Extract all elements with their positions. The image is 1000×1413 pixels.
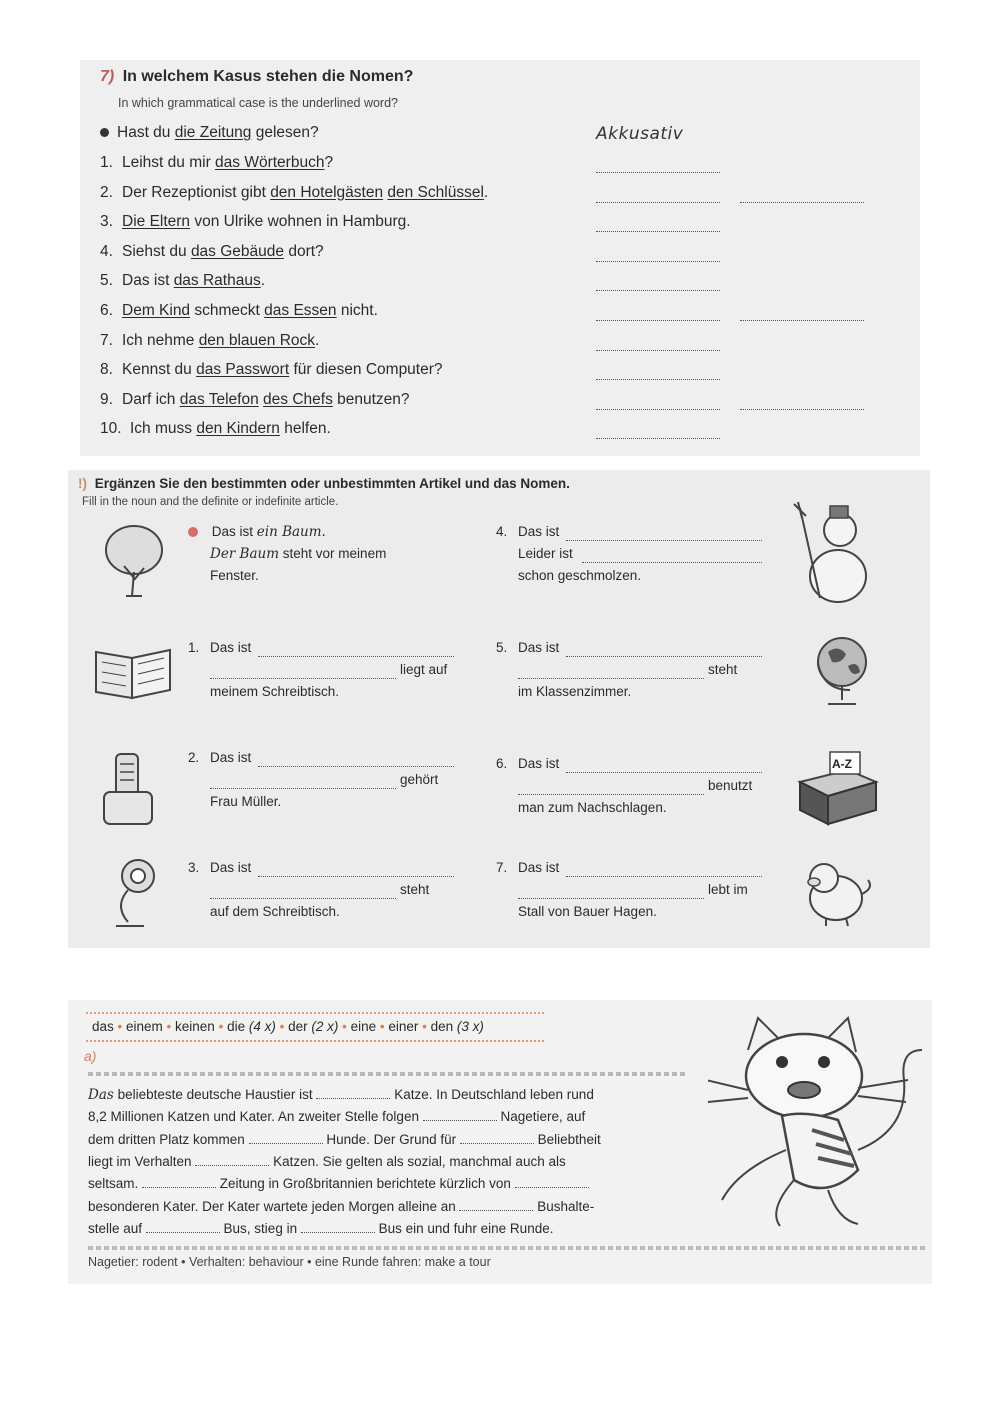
item-line1 xyxy=(496,524,559,539)
item-line1 xyxy=(188,860,251,875)
underlined-noun: das Passwort xyxy=(196,361,290,379)
example-line1-prefix: Das ist xyxy=(211,524,257,539)
case-question xyxy=(100,154,333,172)
exercise-7-heading xyxy=(100,68,413,86)
answer-blank[interactable] xyxy=(142,1175,216,1188)
item-prompt: Das ist xyxy=(210,640,252,655)
underlined-noun: das Telefon xyxy=(179,390,259,408)
item-line3: im Klassenzimmer. xyxy=(518,684,632,699)
word-separator: • xyxy=(214,1019,228,1034)
item-prompt: Das ist xyxy=(518,860,560,875)
underlined-noun: den Schlüssel xyxy=(387,183,484,201)
answer-blank[interactable] xyxy=(582,561,762,563)
sentence-text: . xyxy=(315,331,320,349)
cloze-text: liegt im Verhalten xyxy=(88,1153,196,1169)
word-separator: • xyxy=(162,1019,176,1034)
underlined-noun: das Wörterbuch xyxy=(215,154,325,171)
vocabulary-footnote: Nagetier: rodent • Verhalten: behaviour • eine Runde fahren: make a tour xyxy=(88,1255,491,1269)
underlined-noun: den Kindern xyxy=(196,420,280,438)
word-bank-word: keinen xyxy=(175,1019,215,1034)
answer-blank[interactable] xyxy=(596,260,720,262)
word-bank xyxy=(86,1012,544,1042)
cloze-line xyxy=(88,1084,594,1107)
question-number: 5. xyxy=(100,272,113,290)
word-bank-word: eine xyxy=(350,1019,377,1034)
cloze-line xyxy=(88,1196,594,1218)
word-bank-word: die xyxy=(227,1019,246,1034)
question-number: 8. xyxy=(100,361,113,379)
answer-blank[interactable] xyxy=(518,793,704,795)
answer-blank[interactable] xyxy=(423,1108,497,1121)
divider-top xyxy=(88,1072,688,1076)
answer-blank[interactable] xyxy=(566,655,762,657)
answer-blank[interactable] xyxy=(515,1175,589,1188)
cloze-text: Zeitung in Großbritannien berichtete kürzlich von xyxy=(216,1176,515,1192)
item-number: 4. xyxy=(496,524,508,539)
item-number: 6. xyxy=(496,756,508,771)
article-exercise-number: !) xyxy=(78,476,87,491)
item-number: 2. xyxy=(188,750,200,765)
item-number: 3. xyxy=(188,860,200,875)
sentence-text: . xyxy=(260,272,266,290)
answer-blank[interactable] xyxy=(258,875,454,877)
case-question xyxy=(100,391,410,409)
case-question xyxy=(100,332,319,350)
case-question xyxy=(100,361,443,379)
item-line3: man zum Nachschlagen. xyxy=(518,800,667,815)
question-number: 1. xyxy=(100,154,113,171)
item-line1 xyxy=(188,750,251,765)
answer-blank[interactable] xyxy=(258,765,454,767)
item-line3: meinem Schreibtisch. xyxy=(210,684,340,699)
case-question xyxy=(100,213,411,231)
lamp-icon xyxy=(104,854,164,936)
word-bank-word: einer xyxy=(388,1019,419,1034)
item-line2-end: liegt auf xyxy=(400,662,448,677)
sentence-text: helfen. xyxy=(279,420,331,438)
answer-blank[interactable] xyxy=(518,897,704,899)
question-number: 4. xyxy=(100,242,113,260)
cloze-text: Nagetiere, auf xyxy=(496,1109,586,1125)
example-sentence-text xyxy=(117,124,319,141)
sentence-text: für diesen Computer? xyxy=(289,361,443,379)
answer-blank[interactable] xyxy=(596,378,720,380)
word-bank-text xyxy=(92,1019,484,1034)
item-prompt: Das ist xyxy=(210,860,252,875)
cloze-text: Bushalte- xyxy=(533,1198,595,1214)
word-separator: • xyxy=(113,1019,127,1034)
word-bank-word: einem xyxy=(126,1019,163,1034)
sentence-text: . xyxy=(483,183,489,201)
sentence-text: schmeckt xyxy=(190,302,265,319)
sentence-text: Der Rezeptionist gibt xyxy=(122,183,271,201)
word-separator: • xyxy=(275,1019,289,1034)
answer-blank[interactable] xyxy=(740,319,864,321)
part-label: a) xyxy=(84,1048,97,1064)
cloze-text: 8,2 Millionen Katzen und Kater. An zweiter Stelle folgen xyxy=(88,1109,423,1125)
item-line3: Stall von Bauer Hagen. xyxy=(518,904,657,919)
example-line3: Fenster. xyxy=(210,568,259,583)
case-question xyxy=(100,272,265,290)
item-line2: Leider ist xyxy=(518,546,573,561)
cloze-answer: Das xyxy=(88,1087,114,1103)
cloze-text: dem dritten Platz kommen xyxy=(88,1131,249,1147)
answer-blank[interactable] xyxy=(301,1220,375,1233)
case-question xyxy=(100,420,331,438)
cloze-line xyxy=(88,1129,601,1151)
item-line3: Frau Müller. xyxy=(210,794,282,809)
item-line1 xyxy=(496,860,559,875)
sentence-text: ? xyxy=(324,154,334,171)
sentence-text: gelesen? xyxy=(251,124,319,141)
answer-blank[interactable] xyxy=(249,1131,323,1144)
case-question xyxy=(100,302,378,320)
answer-blank[interactable] xyxy=(596,171,720,173)
exercise-7-title: In welchem Kasus stehen die Nomen? xyxy=(122,68,414,85)
answer-blank[interactable] xyxy=(518,677,704,679)
item-line3: schon geschmolzen. xyxy=(518,568,642,583)
example-line1-answer: ein Baum. xyxy=(256,524,326,540)
answer-blank[interactable] xyxy=(596,319,720,321)
answer-blank[interactable] xyxy=(210,897,396,899)
answer-blank[interactable] xyxy=(566,771,762,773)
question-number: 7. xyxy=(100,331,113,349)
word-bank-count: (4 x) xyxy=(245,1019,276,1034)
bullet-icon xyxy=(188,527,198,537)
word-bank-word: den xyxy=(430,1019,454,1034)
answer-blank[interactable] xyxy=(195,1153,269,1166)
answer-blank[interactable] xyxy=(566,539,762,541)
word-bank-count: (2 x) xyxy=(307,1019,339,1034)
item-number: 1. xyxy=(188,640,200,655)
item-line1 xyxy=(496,756,559,771)
item-line2-end: steht xyxy=(708,662,738,677)
answer-blank[interactable] xyxy=(316,1086,390,1099)
item-line1 xyxy=(496,640,559,655)
sentence-text: Leihst du mir xyxy=(122,154,216,171)
answer-blank[interactable] xyxy=(596,230,720,232)
example-item xyxy=(188,524,326,540)
answer-blank[interactable] xyxy=(596,437,720,439)
globe-icon xyxy=(810,630,876,716)
word-separator: • xyxy=(376,1019,389,1034)
answer-blank[interactable] xyxy=(740,201,864,203)
example-answer: Akkusativ xyxy=(596,124,684,144)
answer-blank[interactable] xyxy=(596,289,720,291)
dictionary-icon xyxy=(792,748,884,828)
cloze-text: Beliebtheit xyxy=(533,1131,601,1147)
article-exercise-heading xyxy=(78,476,570,491)
word-separator: • xyxy=(338,1019,351,1034)
pig-icon xyxy=(800,848,884,930)
underlined-noun: das Rathaus xyxy=(173,272,261,290)
word-separator: • xyxy=(418,1019,431,1034)
article-exercise-subtitle: Fill in the noun and the definite or indefinite article. xyxy=(82,496,339,508)
word-bank-count: (3 x) xyxy=(453,1019,484,1034)
example-line2-rest: steht vor meinem xyxy=(279,546,387,561)
snowman-icon xyxy=(776,500,876,608)
answer-blank[interactable] xyxy=(740,408,864,410)
question-number: 3. xyxy=(100,213,113,231)
item-prompt: Das ist xyxy=(518,756,560,771)
example-line2 xyxy=(210,546,386,562)
article-exercise-title: Ergänzen Sie den bestimmten oder unbestimmten Artikel und das Nomen. xyxy=(94,476,570,491)
sentence-text: von Ulrike wohnen in Hamburg. xyxy=(190,213,411,231)
dictionary-label: A-Z xyxy=(832,757,852,771)
answer-blank[interactable] xyxy=(596,201,720,203)
item-line2-end: gehört xyxy=(400,772,439,787)
sentence-text: Ich nehme xyxy=(122,331,199,349)
question-number: 10. xyxy=(100,420,122,438)
answer-blank[interactable] xyxy=(460,1131,534,1144)
word-bank-word: das xyxy=(92,1019,114,1034)
cloze-line xyxy=(88,1151,566,1173)
sentence-text: Ich muss xyxy=(130,420,197,438)
answer-blank[interactable] xyxy=(459,1198,533,1211)
cloze-text: seltsam. xyxy=(88,1176,143,1192)
answer-blank[interactable] xyxy=(596,349,720,351)
question-number: 2. xyxy=(100,183,113,201)
example-sentence xyxy=(100,124,319,142)
underlined-noun: das Gebäude xyxy=(190,242,285,260)
phone-icon xyxy=(98,748,160,834)
answer-blank[interactable] xyxy=(596,408,720,410)
exercise-7-subtitle: In which grammatical case is the underlined word? xyxy=(118,96,398,110)
tree-icon xyxy=(98,520,168,600)
cloze-text: stelle auf xyxy=(88,1220,146,1236)
item-prompt: Das ist xyxy=(518,524,560,539)
underlined-noun: die Zeitung xyxy=(174,124,252,141)
answer-blank[interactable] xyxy=(210,787,396,789)
answer-blank[interactable] xyxy=(210,677,396,679)
cloze-text: Bus ein und fuhr eine Runde. xyxy=(374,1220,554,1236)
item-prompt: Das ist xyxy=(518,640,560,655)
underlined-noun: Dem Kind xyxy=(122,302,191,319)
sentence-text: Hast du xyxy=(117,124,175,141)
item-number: 7. xyxy=(496,860,508,875)
cloze-line xyxy=(88,1218,553,1240)
cat-text-panel xyxy=(68,1000,932,1284)
item-line3: auf dem Schreibtisch. xyxy=(210,904,340,919)
item-line1 xyxy=(188,640,251,655)
example-line2-answer: Der Baum xyxy=(210,546,280,562)
underlined-noun: das Essen xyxy=(264,302,337,319)
exercise-7-number: 7) xyxy=(100,68,115,85)
answer-blank[interactable] xyxy=(258,655,454,657)
underlined-noun: den blauen Rock xyxy=(198,331,316,349)
sentence-text: Kennst du xyxy=(122,361,197,379)
word-bank-word: der xyxy=(288,1019,308,1034)
item-prompt: Das ist xyxy=(210,750,252,765)
question-number: 6. xyxy=(100,302,113,319)
question-number: 9. xyxy=(100,390,113,408)
sentence-text: nicht. xyxy=(336,302,378,319)
item-number: 5. xyxy=(496,640,508,655)
case-question xyxy=(100,184,488,202)
cat-icon xyxy=(708,1010,928,1240)
sentence-text: benutzen? xyxy=(332,390,410,408)
sentence-text: Darf ich xyxy=(122,390,180,408)
cloze-text: beliebteste deutsche Haustier ist xyxy=(113,1087,317,1102)
cloze-text: besonderen Kater. Der Kater wartete jeden Morgen alleine an xyxy=(88,1198,460,1214)
exercise-7-panel xyxy=(80,60,920,456)
item-line2-end: lebt im xyxy=(708,882,748,897)
cloze-line xyxy=(88,1106,585,1128)
underlined-noun: des Chefs xyxy=(263,390,333,408)
cloze-text: Hunde. Der Grund für xyxy=(322,1131,460,1147)
underlined-noun: Die Eltern xyxy=(122,213,191,231)
answer-blank[interactable] xyxy=(146,1220,220,1233)
underlined-noun: den Hotelgästen xyxy=(270,183,384,201)
article-noun-panel xyxy=(68,470,930,948)
divider-bottom xyxy=(88,1246,928,1250)
item-line2-end: steht xyxy=(400,882,430,897)
sentence-text: dort? xyxy=(284,242,324,260)
cloze-line xyxy=(88,1173,589,1195)
sentence-text: Siehst du xyxy=(122,242,191,260)
cloze-text: Katze. In Deutschland leben rund xyxy=(390,1087,594,1102)
book-icon xyxy=(90,642,178,704)
cloze-text: Bus, stieg in xyxy=(219,1220,301,1236)
sentence-text: Das ist xyxy=(122,272,174,290)
item-line2-end: benutzt xyxy=(708,778,753,793)
bullet-icon xyxy=(100,128,109,137)
cloze-text: Katzen. Sie gelten als sozial, manchmal auch als xyxy=(269,1153,566,1169)
answer-blank[interactable] xyxy=(566,875,762,877)
case-question xyxy=(100,243,324,261)
